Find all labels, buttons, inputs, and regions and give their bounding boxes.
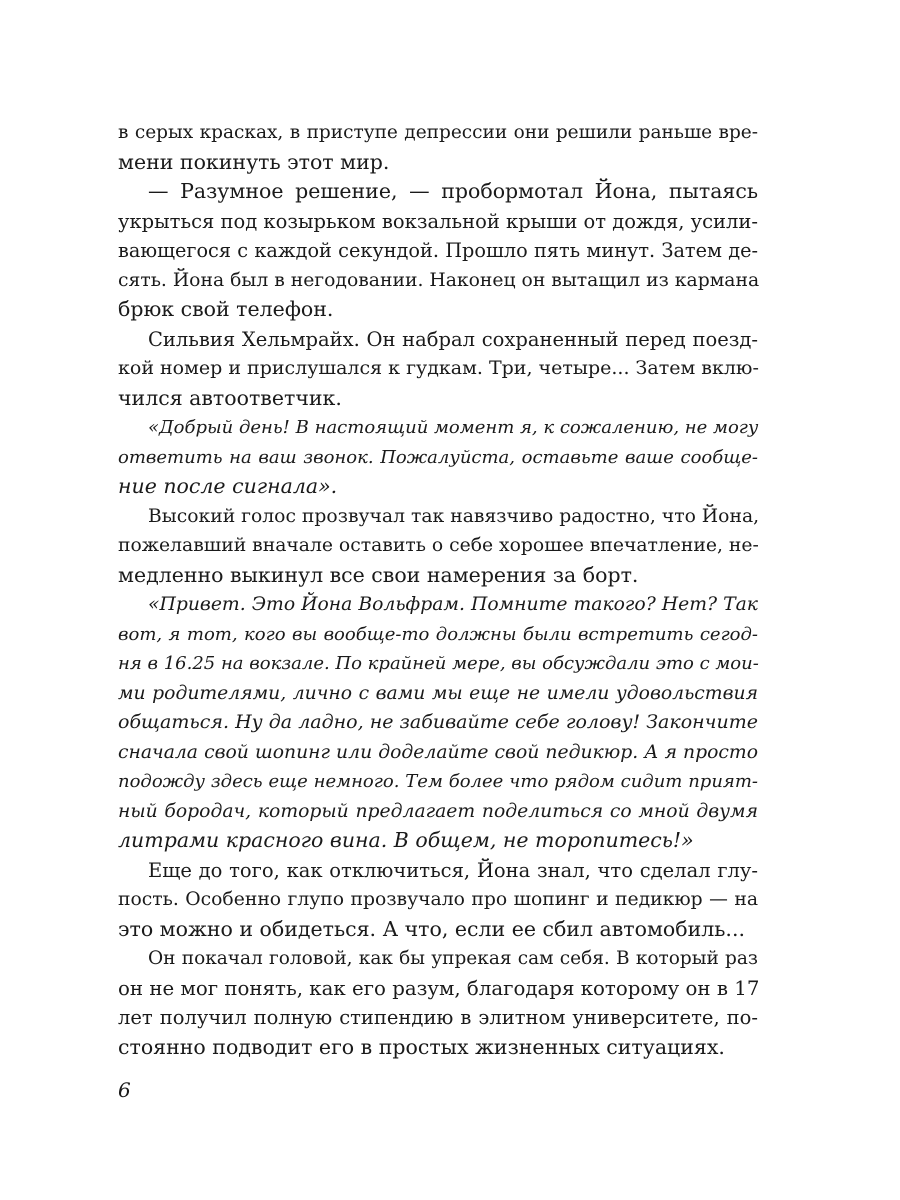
- text-line: лет получил полную стипендию в элитном университете, по-: [118, 1006, 758, 1029]
- text-line: стоянно подводит его в простых жизненных ситуациях.: [118, 1034, 725, 1059]
- text-line: литрами красного вина. В общем, не торопитесь!»: [118, 828, 694, 852]
- text-line: кой номер и прислушался к гудкам. Три, четыре... Затем вклю-: [118, 357, 759, 379]
- text-line: чился автоответчик.: [118, 385, 342, 410]
- text-line: в серых красках, в приступе депрессии они решили раньше вре-: [118, 122, 758, 143]
- text-line: «Добрый день! В настоящий момент я, к сожалению, не могу: [148, 417, 759, 438]
- paragraph: [118, 118, 758, 177]
- text-line: ный бородач, который предлагает поделиться со мной двумя: [118, 800, 758, 822]
- paragraph: [118, 325, 758, 414]
- text-line: Он покачал головой, как бы упрекая сам себя. В который раз: [148, 948, 758, 969]
- quoted-message-paragraph: [118, 413, 758, 502]
- text-line: сначала свой шопинг или доделайте свой педикюр. А я просто: [118, 741, 758, 763]
- text-line: «Привет. Это Йона Вольфрам. Помните такого? Нет? Так: [148, 594, 758, 615]
- paragraph: [118, 177, 758, 325]
- text-line: общаться. Ну да ладно, не забивайте себе голову! Закончите: [118, 711, 758, 733]
- text-line: — Разумное решение, — пробормотал Йона, пытаясь: [148, 179, 758, 203]
- text-line: медленно выкинул все свои намерения за борт.: [118, 562, 639, 587]
- text-line: брюк свой телефон.: [118, 297, 334, 321]
- text-line: вающегося с каждой секундой. Прошло пять минут. Затем де-: [118, 239, 758, 262]
- text-line: ми родителями, лично с вами мы еще не имели удовольствия: [118, 682, 758, 704]
- text-line: ние после сигнала».: [118, 474, 338, 498]
- text-line: Сильвия Хельмрайх. Он набрал сохраненный перед поезд-: [148, 327, 758, 351]
- text-line: пожелавший вначале оставить о себе хорошее впечатление, не-: [118, 535, 759, 556]
- text-line: он не мог понять, как его разум, благодаря которому он в 17: [118, 976, 760, 1000]
- text-line: вот, я тот, кого вы вообще-то должны были встретить сегод-: [118, 623, 758, 645]
- paragraph: [118, 944, 758, 1062]
- body-text: [118, 118, 758, 1062]
- text-line: укрыться под козырьком вокзальной крыши от дождя, усили-: [118, 209, 759, 233]
- paragraph: [118, 502, 758, 591]
- text-line: ня в 16.25 на вокзале. По крайней мере, вы обсуждали это с мои-: [118, 653, 759, 674]
- text-line: Высокий голос прозвучал так навязчиво радостно, что Йона,: [148, 505, 760, 527]
- page-number: 6: [118, 1078, 131, 1102]
- text-line: Еще до того, как отключиться, Йона знал, что сделал глу-: [148, 858, 758, 882]
- text-line: мени покинуть этот мир.: [118, 149, 390, 174]
- text-line: это можно и обидеться. А что, если ее сбил автомобиль...: [118, 916, 745, 941]
- text-line: сять. Йона был в негодовании. Наконец он вытащил из кармана: [118, 269, 760, 291]
- paragraph: [118, 856, 758, 945]
- text-line: пость. Особенно глупо прозвучало про шопинг и педикюр — на: [118, 889, 758, 910]
- text-line: ответить на ваш звонок. Пожалуйста, оставьте ваше сообще-: [118, 446, 758, 468]
- text-line: подожду здесь еще немного. Тем более что рядом сидит прият-: [118, 771, 758, 792]
- quoted-message-paragraph: [118, 590, 758, 856]
